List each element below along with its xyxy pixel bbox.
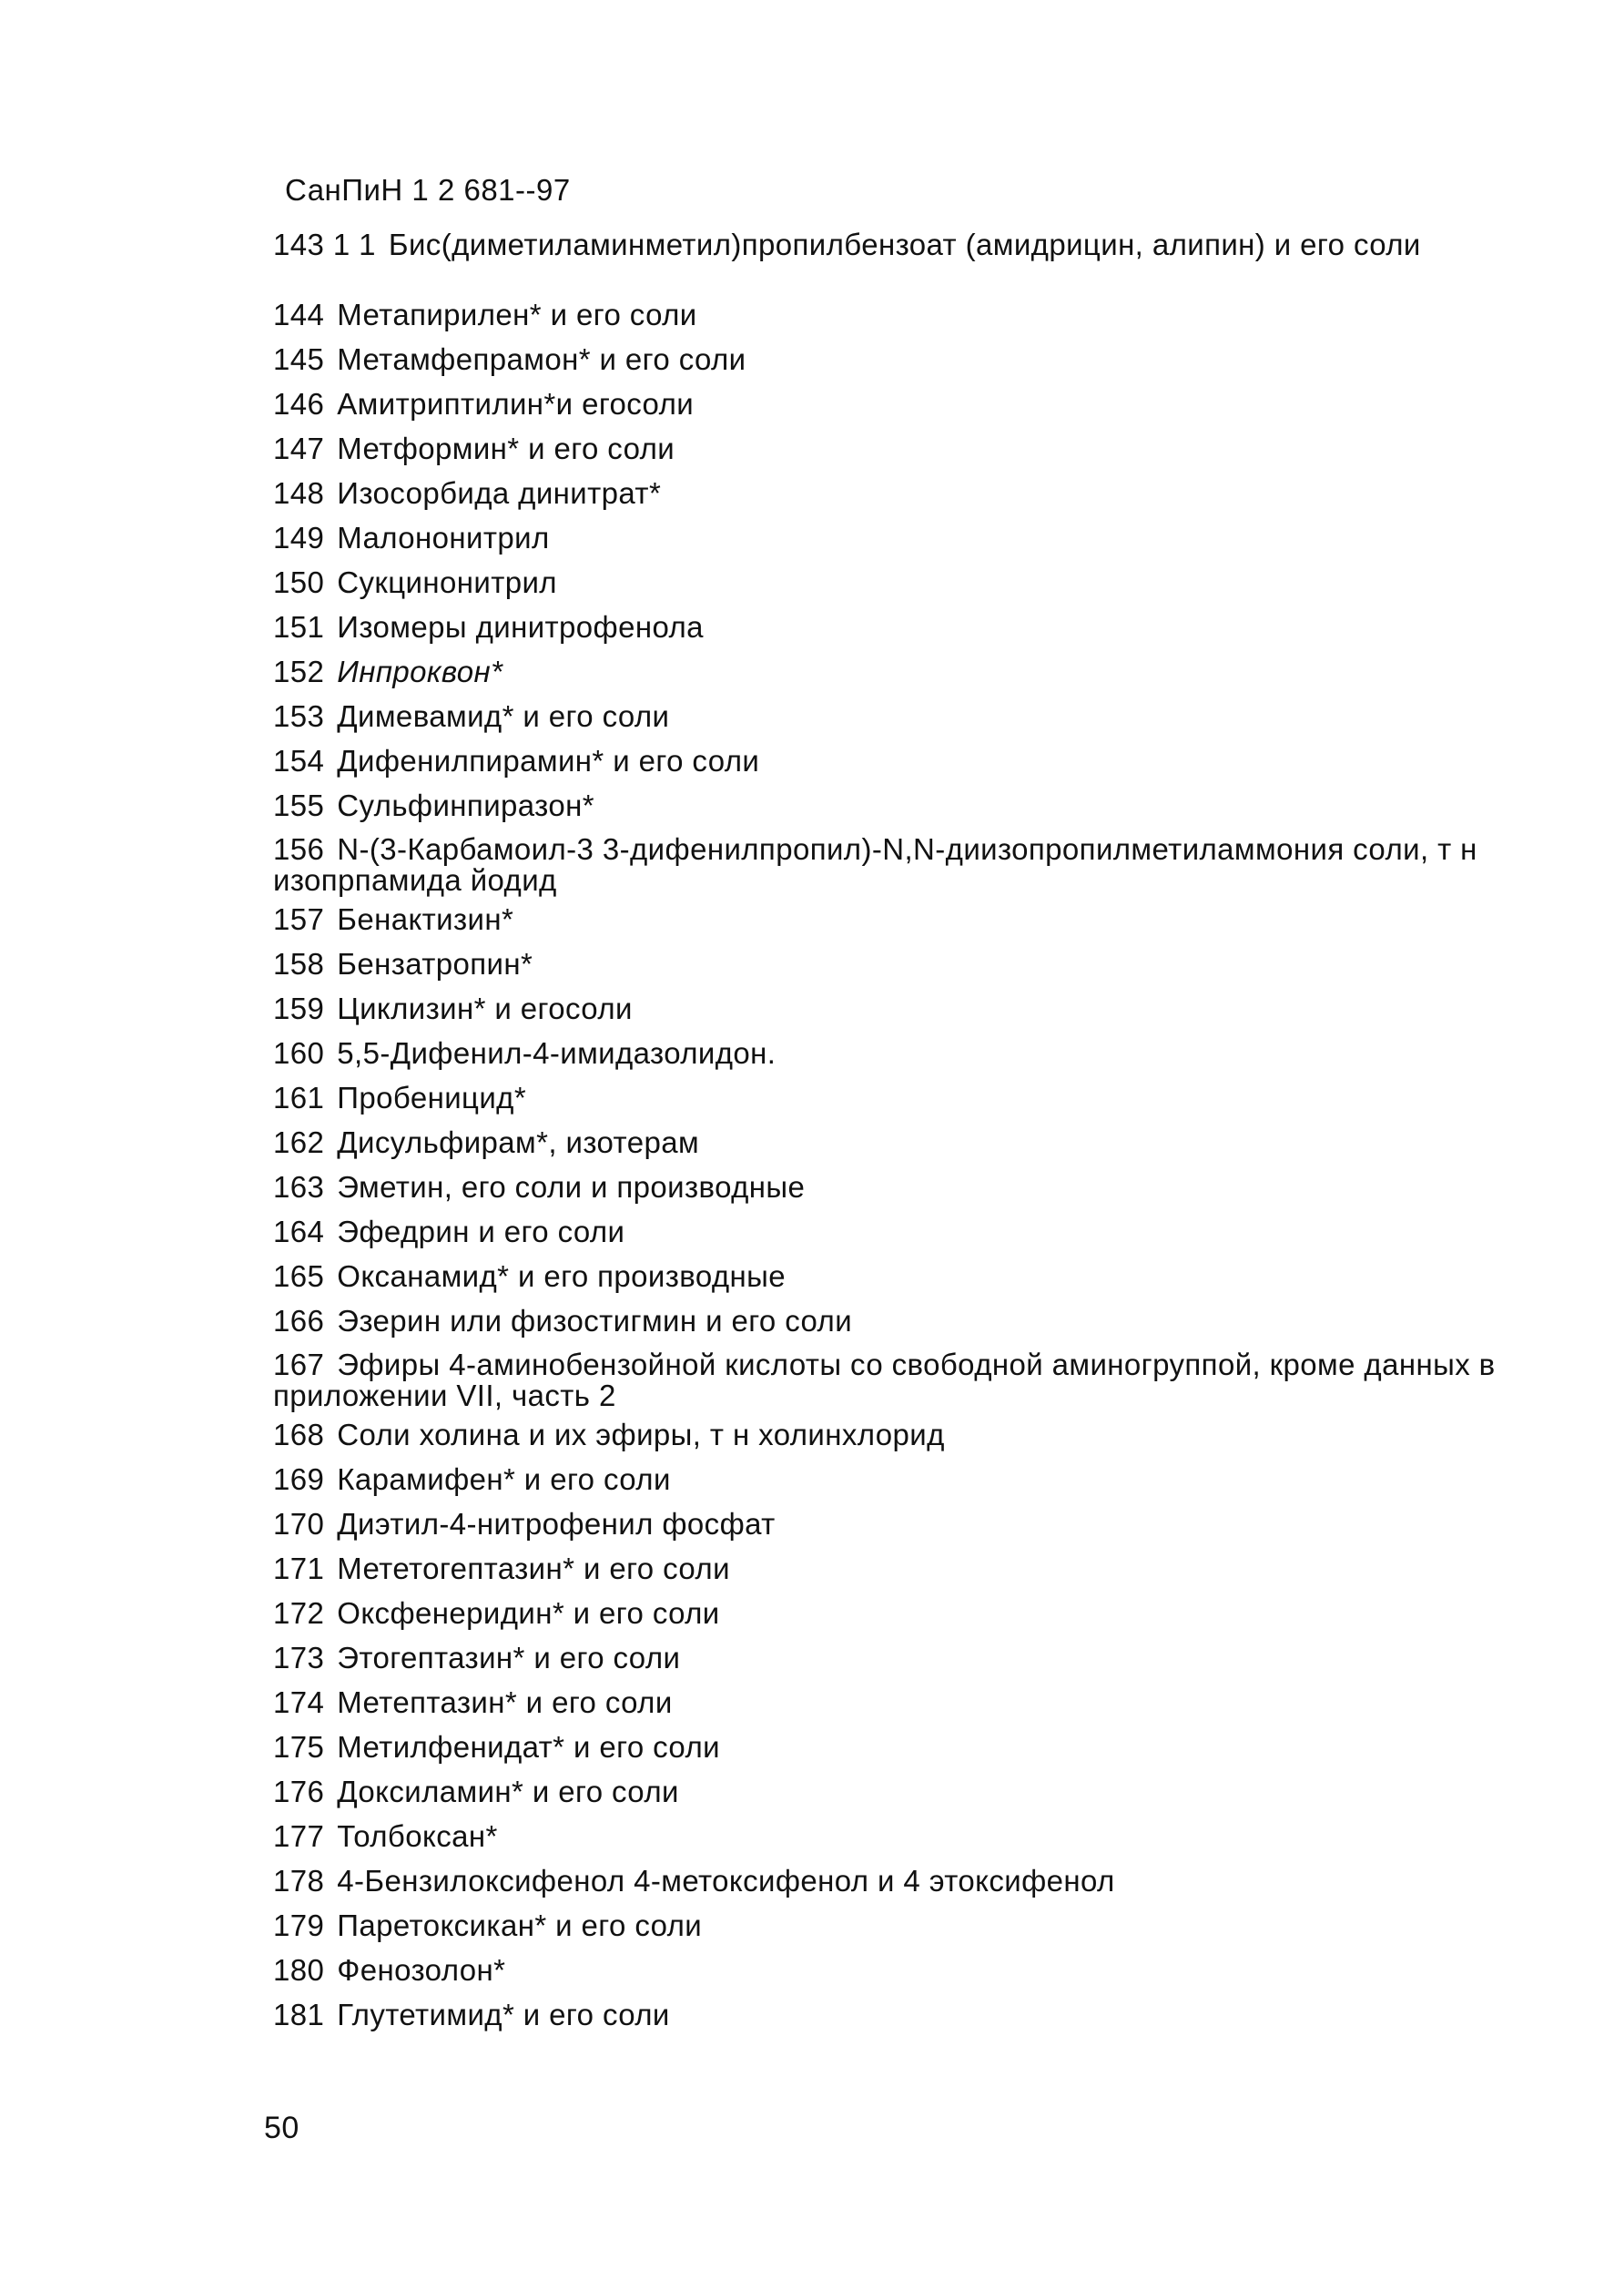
item-number: 181: [273, 1998, 325, 2031]
list-item: [273, 1171, 1520, 1216]
list-item: [273, 1776, 1520, 1820]
item-number: 156: [273, 832, 325, 866]
item-text: Толбоксан*: [337, 1819, 498, 1853]
item-text: Соли холина и их эфиры, т н холинхлорид: [337, 1418, 945, 1451]
list-item: [273, 299, 1520, 343]
list-item: [273, 388, 1520, 433]
list-item: [273, 1954, 1520, 1999]
list-item: [273, 1909, 1520, 1954]
list-item: [273, 656, 1520, 700]
item-number: 173: [273, 1641, 325, 1674]
item-text: Эфиры 4-аминобензойной кислоты со свободной аминогруппой, кроме данных в приложении VII, часть 2: [273, 1348, 1496, 1412]
item-text: Карамифен* и его соли: [337, 1462, 671, 1496]
item-number: 175: [273, 1730, 325, 1764]
item-text: Глутетимид* и его соли: [337, 1998, 670, 2031]
item-text: Изомеры динитрофенола: [337, 610, 704, 644]
item-number: 165: [273, 1259, 325, 1293]
item-number: 153: [273, 699, 325, 733]
item-text: Пробеницид*: [337, 1081, 527, 1115]
list-item: [273, 1820, 1520, 1865]
item-number: 160: [273, 1036, 325, 1070]
item-number: 170: [273, 1507, 325, 1541]
item-number: 178: [273, 1864, 325, 1898]
item-number: 167: [273, 1348, 325, 1381]
item-text: Диэтил-4-нитрофенил фосфат: [337, 1507, 776, 1541]
item-number: 168: [273, 1418, 325, 1451]
item-number: 157: [273, 902, 325, 936]
item-number: 148: [273, 476, 325, 510]
item-number: 151: [273, 610, 325, 644]
item-text: Мететогептазин* и его соли: [337, 1552, 730, 1585]
list-item: [273, 1419, 1520, 1463]
list-item: [273, 700, 1520, 745]
item-number: 147: [273, 432, 325, 465]
list-item: [273, 1642, 1520, 1686]
list-item: [273, 1126, 1520, 1171]
list-item: [273, 433, 1520, 477]
item-number: 158: [273, 947, 325, 981]
item-text: N-(3-Карбамоил-3 3-дифенилпропил)-N,N-диизопропилметиламмония соли, т н изопрпамида йодид: [273, 832, 1477, 897]
page-number: 50: [264, 2111, 299, 2145]
item-text: Сульфинпиразон*: [337, 789, 594, 822]
item-text: Эфедрин и его соли: [337, 1215, 625, 1248]
list-item: [273, 1686, 1520, 1731]
list-item: [273, 477, 1520, 522]
item-number: 152: [273, 655, 325, 688]
list-item: [273, 903, 1520, 948]
item-number: 177: [273, 1819, 325, 1853]
item-text: 5,5-Дифенил-4-имидазолидон.: [337, 1036, 776, 1070]
item-text: Циклизин* и егосоли: [337, 992, 633, 1025]
item-number: 149: [273, 521, 325, 555]
item-text: Бенактизин*: [337, 902, 514, 936]
item-text: Изосорбида динитрат*: [337, 476, 662, 510]
item-number: 176: [273, 1775, 325, 1808]
item-text: Дисульфирам*, изотерам: [337, 1125, 700, 1159]
substance-list: [273, 229, 1520, 2043]
item-number: 145: [273, 342, 325, 376]
list-item: [273, 1508, 1520, 1552]
item-number: 180: [273, 1953, 325, 1987]
item-number: 146: [273, 387, 325, 421]
item-number: 143 1 1: [273, 228, 376, 261]
item-number: 159: [273, 992, 325, 1025]
list-item: [273, 834, 1520, 900]
item-text: Метилфенидат* и его соли: [337, 1730, 720, 1764]
list-item: [273, 992, 1520, 1037]
list-item: [273, 1216, 1520, 1260]
list-item: [273, 1082, 1520, 1126]
list-item: [273, 229, 1520, 295]
item-text: Эметин, его соли и производные: [337, 1170, 806, 1204]
list-item: [273, 1999, 1520, 2043]
item-text: Этогептазин* и его соли: [337, 1641, 681, 1674]
list-item: [273, 522, 1520, 566]
list-item: [273, 566, 1520, 611]
document-header: СанПиН 1 2 681--97: [285, 173, 571, 207]
item-text: Амитриптилин*и егосоли: [337, 387, 695, 421]
list-item: [273, 745, 1520, 789]
item-text: Малононитрил: [337, 521, 550, 555]
list-item: [273, 1597, 1520, 1642]
list-item: [273, 1731, 1520, 1776]
item-number: 166: [273, 1304, 325, 1338]
list-item: [273, 1463, 1520, 1508]
item-number: 164: [273, 1215, 325, 1248]
list-item: [273, 1037, 1520, 1082]
item-number: 154: [273, 744, 325, 778]
list-item: [273, 948, 1520, 992]
item-text: Бис(диметиламинметил)пропилбензоат (амидрицин, алипин) и его соли: [388, 228, 1421, 261]
item-text: Метапирилен* и его соли: [337, 298, 697, 331]
item-number: 174: [273, 1685, 325, 1719]
list-item: [273, 611, 1520, 656]
item-text: Дифенилпирамин* и его соли: [337, 744, 760, 778]
list-item: [273, 1305, 1520, 1349]
item-text: 4-Бензилоксифенол 4-метоксифенол и 4 этоксифенол: [337, 1864, 1115, 1898]
item-number: 155: [273, 789, 325, 822]
item-text: Метамфепрамон* и его соли: [337, 342, 746, 376]
item-number: 179: [273, 1908, 325, 1942]
item-text: Метептазин* и его соли: [337, 1685, 673, 1719]
item-text: Оксфенеридин* и его соли: [337, 1596, 720, 1630]
item-text: Эзерин или физостигмин и его соли: [337, 1304, 853, 1338]
item-text: Инпроквон*: [337, 655, 503, 688]
item-number: 171: [273, 1552, 325, 1585]
item-text: Фенозолон*: [337, 1953, 506, 1987]
item-number: 172: [273, 1596, 325, 1630]
item-number: 161: [273, 1081, 325, 1115]
list-item: [273, 343, 1520, 388]
list-item: [273, 1865, 1520, 1909]
list-item: [273, 1349, 1520, 1415]
item-text: Метформин* и его соли: [337, 432, 675, 465]
item-number: 162: [273, 1125, 325, 1159]
item-text: Димевамид* и его соли: [337, 699, 670, 733]
item-text: Паретоксикан* и его соли: [337, 1908, 703, 1942]
list-item: [273, 1552, 1520, 1597]
list-item: [273, 1260, 1520, 1305]
item-number: 169: [273, 1462, 325, 1496]
item-number: 163: [273, 1170, 325, 1204]
item-number: 144: [273, 298, 325, 331]
item-text: Сукцинонитрил: [337, 565, 557, 599]
list-item: [273, 789, 1520, 834]
item-text: Оксанамид* и его производные: [337, 1259, 787, 1293]
item-text: Доксиламин* и его соли: [337, 1775, 679, 1808]
item-text: Бензатропин*: [337, 947, 533, 981]
item-number: 150: [273, 565, 325, 599]
